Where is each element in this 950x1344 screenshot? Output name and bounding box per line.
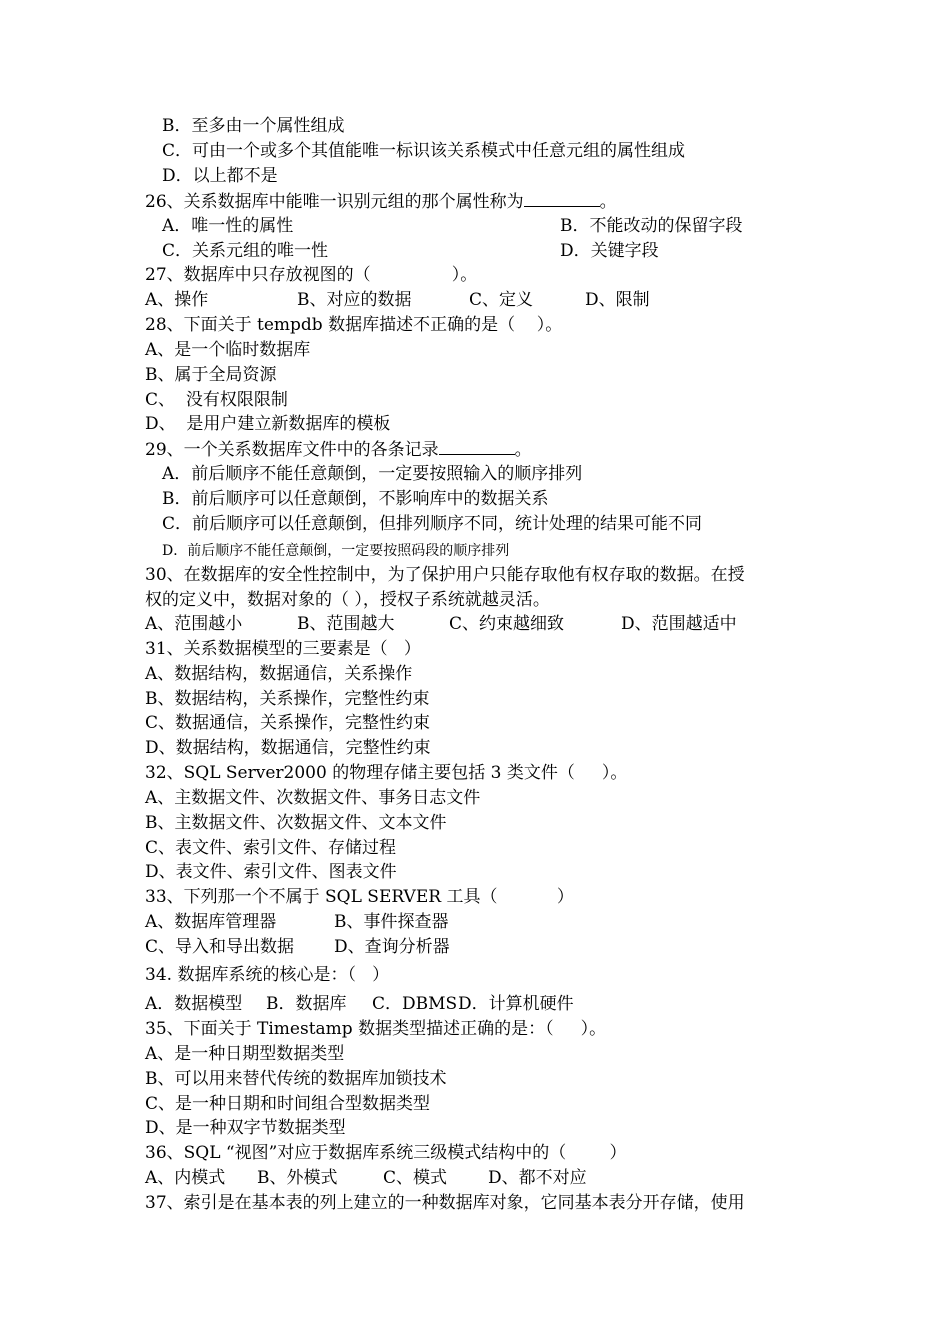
q31-option-d: D、数据结构，数据通信，完整性约束 xyxy=(145,738,431,758)
q28-option-b: B、属于全局资源 xyxy=(145,365,277,385)
q29-answer-blank xyxy=(439,437,515,455)
q29-option-b: B．前后顺序可以任意颠倒，不影响库中的数据关系 xyxy=(162,489,549,509)
q28-option-d: D、 是用户建立新数据库的模板 xyxy=(145,414,391,434)
q31-option-a: A、数据结构，数据通信，关系操作 xyxy=(145,664,413,684)
q32-option-b: B、主数据文件、次数据文件、文本文件 xyxy=(145,813,447,833)
q30-option-b: B、范围越大 xyxy=(297,614,395,634)
q26-answer-blank xyxy=(524,189,600,207)
q26-stem-end: 。 xyxy=(599,192,617,212)
q33-options-row-2 xyxy=(145,935,815,959)
q34-option-b: B．数据库 xyxy=(266,994,347,1014)
q35-option-c: C、是一种日期和时间组合型数据类型 xyxy=(145,1094,431,1114)
q34-options xyxy=(145,992,815,1016)
q26-option-b: B．不能改动的保留字段 xyxy=(560,216,743,236)
q36-option-a: A、内模式 xyxy=(145,1168,226,1188)
q31-option-c: C、数据通信，关系操作，完整性约束 xyxy=(145,713,431,733)
q33-stem: 33、下列那一个不属于 SQL SERVER 工具（ ） xyxy=(145,887,574,907)
q32-stem: 32、SQL Server2000 的物理存储主要包括 3 类文件（ ）。 xyxy=(145,763,628,783)
q31-option-b: B、数据结构，关系操作，完整性约束 xyxy=(145,689,430,709)
q36-option-b: B、外模式 xyxy=(257,1168,338,1188)
q34-option-a: A．数据模型 xyxy=(145,994,243,1014)
q26-stem xyxy=(145,189,815,213)
q29-option-a: A．前后顺序不能任意颠倒，一定要按照输入的顺序排列 xyxy=(162,464,583,484)
q29-stem-text: 29、一个关系数据库文件中的各条记录 xyxy=(145,440,439,460)
q30-options xyxy=(145,612,815,636)
q33-option-c: C、导入和导出数据 xyxy=(145,937,295,957)
q35-option-a: A、是一种日期型数据类型 xyxy=(145,1044,345,1064)
q27-option-d: D、限制 xyxy=(585,290,650,310)
q30-stem-line-1: 30、在数据库的安全性控制中，为了保护用户只能存取他有权存取的数据。在授 xyxy=(145,565,745,585)
q27-stem: 27、数据库中只存放视图的（ ）。 xyxy=(145,265,478,285)
q36-option-d: D、都不对应 xyxy=(488,1168,587,1188)
q26-option-a: A．唯一性的属性 xyxy=(162,216,294,236)
q27-options xyxy=(145,288,815,312)
q33-option-b: B、事件探查器 xyxy=(334,912,449,932)
q34-option-c: C．DBMS xyxy=(372,994,458,1014)
q25-option-d: D．以上都不是 xyxy=(162,166,278,186)
q33-option-a: A、数据库管理器 xyxy=(145,912,277,932)
q32-option-a: A、主数据文件、次数据文件、事务日志文件 xyxy=(145,788,481,808)
q36-options xyxy=(145,1166,815,1190)
q34-stem: 34. 数据库系统的核心是：（ ） xyxy=(145,965,390,985)
q36-option-c: C、模式 xyxy=(383,1168,448,1188)
q36-stem: 36、SQL “视图”对应于数据库系统三级模式结构中的（ ） xyxy=(145,1143,627,1163)
q31-stem: 31、关系数据模型的三要素是（ ） xyxy=(145,639,421,659)
q27-option-b: B、对应的数据 xyxy=(297,290,412,310)
q33-options-row-1 xyxy=(145,910,815,934)
q29-stem-end: 。 xyxy=(514,440,532,460)
q28-option-c: C、 没有权限限制 xyxy=(145,390,288,410)
q35-option-b: B、可以用来替代传统的数据库加锁技术 xyxy=(145,1069,447,1089)
q32-option-c: C、表文件、索引文件、存储过程 xyxy=(145,838,397,858)
q26-options-row-2 xyxy=(162,239,832,263)
q29-option-c: C．前后顺序可以任意颠倒，但排列顺序不同，统计处理的结果可能不同 xyxy=(162,514,703,534)
q28-stem: 28、下面关于 tempdb 数据库描述不正确的是（ ）。 xyxy=(145,315,563,335)
q34-option-d: D．计算机硬件 xyxy=(458,994,574,1014)
q27-option-c: C、定义 xyxy=(469,290,534,310)
q30-stem-line-2: 权的定义中，数据对象的（ ），授权子系统就越灵活。 xyxy=(145,590,550,610)
q32-option-d: D、表文件、索引文件、图表文件 xyxy=(145,862,397,882)
q30-option-d: D、范围越适中 xyxy=(621,614,737,634)
q37-stem: 37、索引是在基本表的列上建立的一种数据库对象，它同基本表分开存储，使用 xyxy=(145,1193,745,1213)
q30-option-c: C、约束越细致 xyxy=(449,614,565,634)
q26-options-row-1 xyxy=(162,214,832,238)
q26-option-c: C．关系元组的唯一性 xyxy=(162,241,329,261)
q26-stem-text: 26、关系数据库中能唯一识别元组的那个属性称为 xyxy=(145,192,524,212)
q28-option-a: A、是一个临时数据库 xyxy=(145,340,311,360)
q30-option-a: A、范围越小 xyxy=(145,614,243,634)
q35-option-d: D、是一种双字节数据类型 xyxy=(145,1118,346,1138)
q29-option-d: D．前后顺序不能任意颠倒，一定要按照码段的顺序排列 xyxy=(162,543,510,559)
q35-stem: 35、下面关于 Timestamp 数据类型描述正确的是：（ ）。 xyxy=(145,1019,607,1039)
q27-option-a: A、操作 xyxy=(145,290,209,310)
q29-stem xyxy=(145,437,815,461)
q25-option-b: B．至多由一个属性组成 xyxy=(162,116,345,136)
q33-option-d: D、查询分析器 xyxy=(334,937,450,957)
q25-option-c: C．可由一个或多个其值能唯一标识该关系模式中任意元组的属性组成 xyxy=(162,141,686,161)
q26-option-d: D．关键字段 xyxy=(560,241,659,261)
